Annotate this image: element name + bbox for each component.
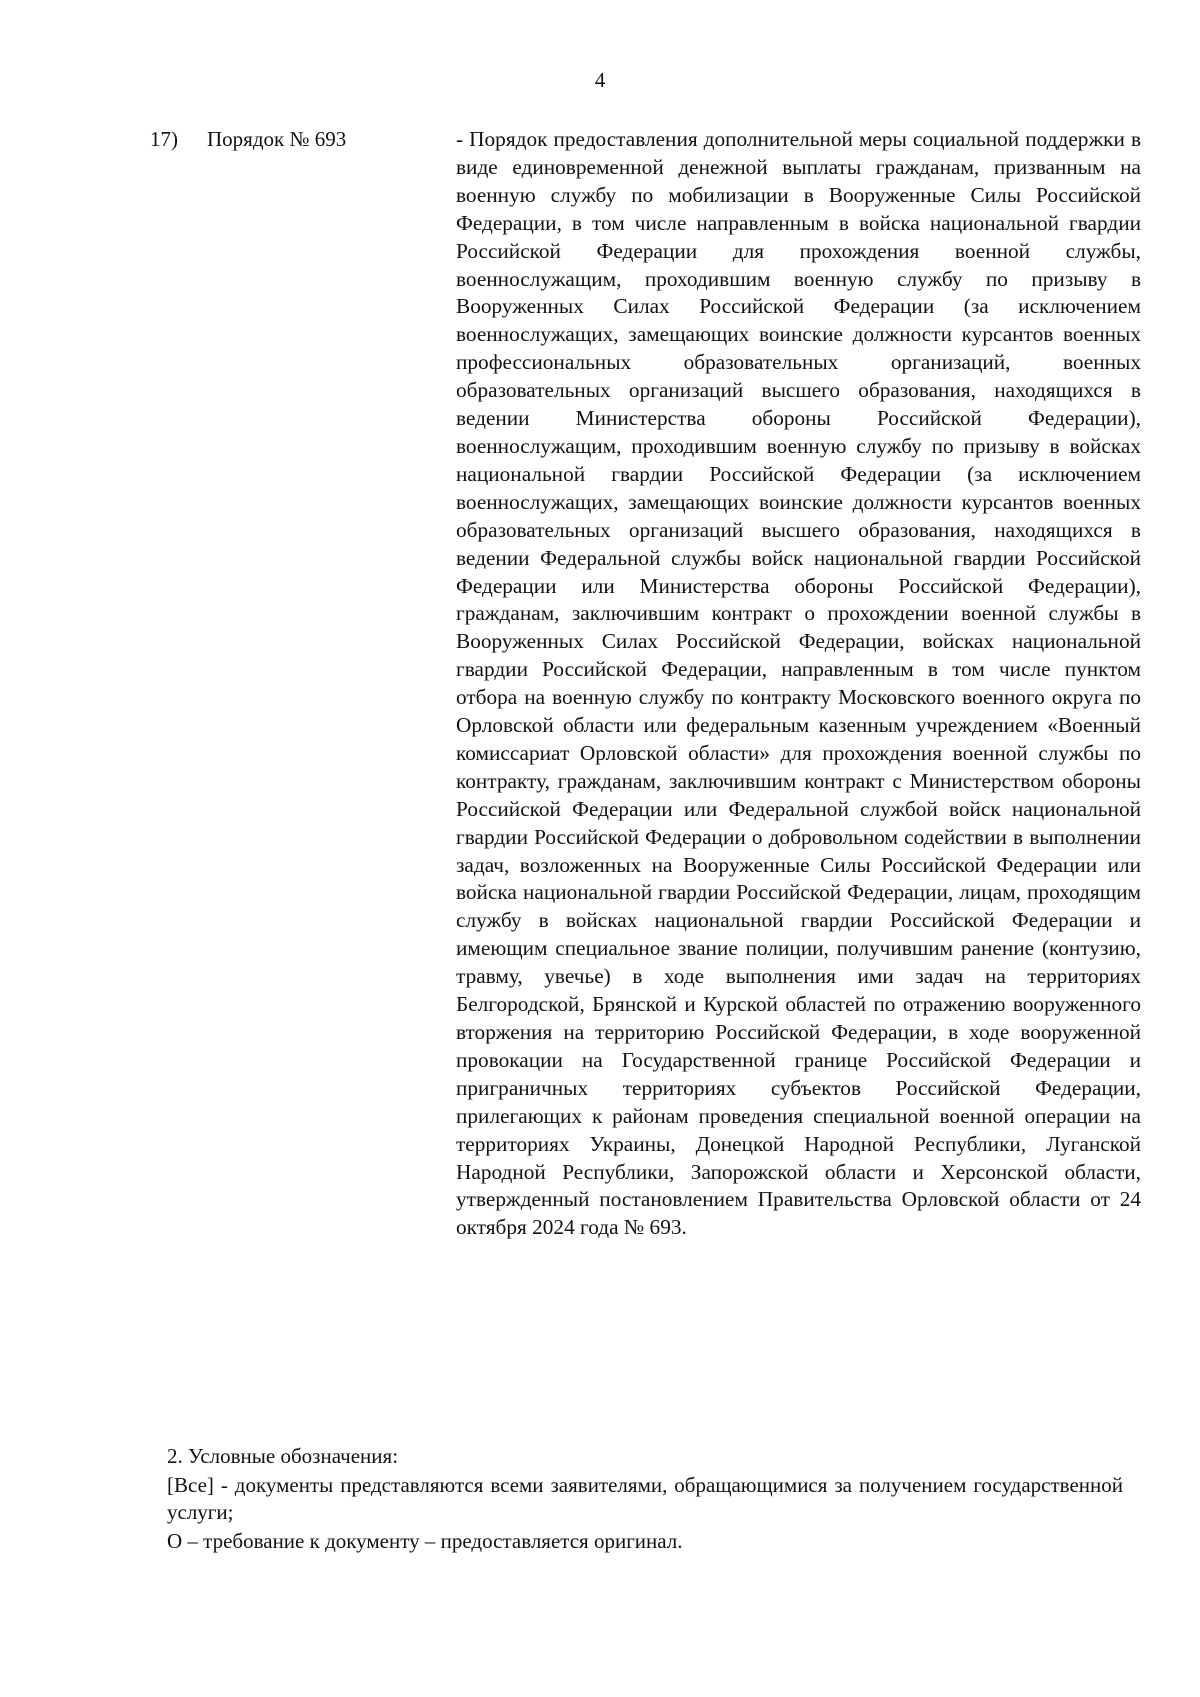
item-description: - Порядок предоставления дополнительной меры социальной поддержки в виде единовременной денежной выплаты гражданам, призванным на военную службу по мобилизации в Вооруженные Силы Российской Федерации, в том числе направленным в войска национальной гвардии Российской Федерации для прохождения военной службы, военнослужащим, проходившим военную службу по призыву в Вооруженных Силах Российской Федерации (за исключением военнослужащих, замещающих воинские должности курсантов военных профессиональных образовательных организаций, военных образовательных организаций высшего образования, находящихся в ведении Министерства обороны Российской Федерации), военнослужащим, проходившим военную службу по призыву в войсках национальной гвардии Российской Федерации (за исключением военнослужащих, замещающих воинские должности курсантов военных образовательных организаций высшего образования, находящихся в ведении Федеральной службы войск национальной гвардии Российской Федерации или Министерства обороны Российской Федерации), гражданам, заключившим контракт о прохождении военной службы в Вооруженных Силах Российской Федерации, войсках национальной гвардии Российской Федерации, направленным в том числе пунктом отбора на военную службу по контракту Московского военного округа по Орловской области или федеральным казенным учреждением «Военный комиссариат Орловской области» для прохождения военной службы по контракту, гражданам, заключившим контракт с Министерством обороны Российской Федерации или Федеральной службой войск национальной гвардии Российской Федерации о добровольном содействии в выполнении задач, возложенных на Вооруженные Силы Российской Федерации или войска национальной гвардии Российской Федерации, лицам, проходящим службу в войсках национальной гвардии Российской Федерации и имеющим специальное звание полиции, получившим ранение (контузию, травму, увечье) в ходе выполнения ими задач на территориях Белгородской, Брянской и Курской областей по отражению вооруженного вторжения на территорию Российской Федерации, в ходе вооруженной провокации на Государственной границе Российской Федерации и приграничных территориях субъектов Российской Федерации, прилегающих к районам проведения специальной военной операции на территориях Украины, Донецкой Народной Республики, Луганской Народной Республики, Запорожской области и Херсонской области, утвержденный постановлением Правительства Орловской области от 24 октября 2024 года № 693.: [456, 127, 1141, 1240]
item-number: 17): [150, 127, 178, 151]
page-number: 4: [594, 68, 606, 92]
note-original-requirement: О – требование к документу – предоставляется оригинал.: [167, 1529, 683, 1553]
notes-heading: 2. Условные обозначения:: [167, 1444, 399, 1468]
notes-section: [167, 1443, 1123, 1557]
note-all-documents: [Все] - документы представляются всеми заявителями, обращающимися за получением государственной услуги;: [167, 1473, 1123, 1524]
item-title: Порядок № 693: [207, 127, 347, 151]
